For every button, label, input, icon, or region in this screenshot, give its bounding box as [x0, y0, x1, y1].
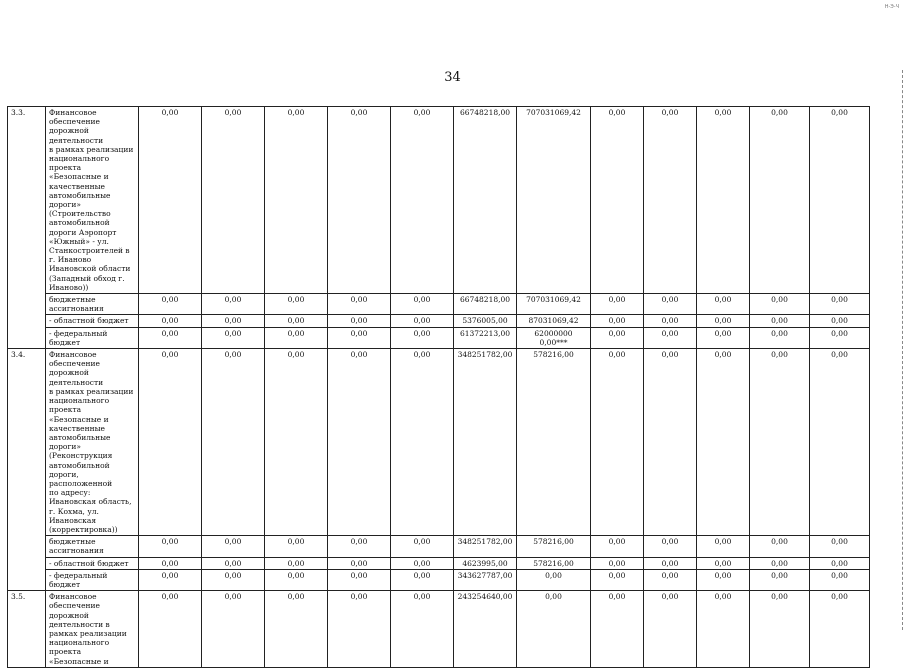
amount-cell: 0,00 [202, 315, 265, 327]
amount-cell: 0,00 [328, 107, 391, 294]
amount-cell: 0,00 [391, 557, 454, 569]
table-row [8, 315, 870, 327]
amount-cell: 0,00 [391, 327, 454, 348]
amount-cell: 0,00 [810, 294, 870, 315]
amount-cell: 343627787,00 [454, 569, 517, 590]
amount-cell: 0,00 [391, 536, 454, 557]
amount-cell: 0,00 [328, 536, 391, 557]
amount-cell: 0,00 [697, 294, 750, 315]
amount-cell: 0,00 [810, 536, 870, 557]
amount-cell: 0,00 [810, 557, 870, 569]
amount-cell: 0,00 [328, 349, 391, 536]
amount-cell: 0,00 [591, 536, 644, 557]
amount-cell: 0,00 [265, 107, 328, 294]
amount-cell: 578216,00 [517, 536, 591, 557]
amount-cell: 0,00 [750, 569, 810, 590]
page-number: 34 [444, 70, 461, 85]
budget-table-body [8, 107, 870, 668]
amount-cell: 0,00 [810, 569, 870, 590]
amount-cell: 0,00 [391, 107, 454, 294]
amount-cell: 0,00 [139, 349, 202, 536]
amount-cell: 0,00 [810, 107, 870, 294]
amount-cell: 0,00 [750, 327, 810, 348]
amount-cell: 0,00 [265, 557, 328, 569]
table-row [8, 591, 870, 668]
amount-cell: 0,00 [202, 591, 265, 668]
amount-cell: 0,00 [697, 591, 750, 668]
amount-cell: 0,00 [328, 557, 391, 569]
amount-cell: 0,00 [591, 591, 644, 668]
amount-cell: 0,00 [265, 591, 328, 668]
table-row [8, 557, 870, 569]
amount-cell: 0,00 [697, 107, 750, 294]
amount-cell: 0,00 [697, 315, 750, 327]
row-description: - федеральный бюджет [46, 569, 139, 590]
amount-cell: 0,00 [139, 569, 202, 590]
amount-cell: 0,00 [265, 569, 328, 590]
amount-cell: 0,00 [202, 557, 265, 569]
amount-cell: 66748218,00 [454, 294, 517, 315]
amount-cell: 0,00 [139, 294, 202, 315]
table-row [8, 107, 870, 294]
amount-cell: 0,00 [644, 349, 697, 536]
amount-cell: 578216,00 [517, 349, 591, 536]
amount-cell: 0,00 [202, 536, 265, 557]
amount-cell: 0,00 [591, 315, 644, 327]
amount-cell: 0,00 [810, 315, 870, 327]
amount-cell: 0,00 [139, 315, 202, 327]
amount-cell: 0,00 [810, 327, 870, 348]
amount-cell: 62000000 0,00*** [517, 327, 591, 348]
row-description: - областной бюджет [46, 315, 139, 327]
amount-cell: 348251782,00 [454, 349, 517, 536]
row-description: бюджетные ассигнования [46, 294, 139, 315]
row-code: 3.3. [8, 107, 46, 349]
table-row [8, 536, 870, 557]
amount-cell: 0,00 [644, 557, 697, 569]
amount-cell: 0,00 [810, 349, 870, 536]
amount-cell: 0,00 [391, 315, 454, 327]
row-description: бюджетные ассигнования [46, 536, 139, 557]
table-row [8, 349, 870, 536]
amount-cell: 0,00 [139, 327, 202, 348]
amount-cell: 0,00 [750, 349, 810, 536]
amount-cell: 243254640,00 [454, 591, 517, 668]
row-description: Финансовое обеспечение дорожной деятельности в рамках реализации национального проекта «Безопасные и качественные автомобильные дороги» (Реконструкция автомобильной дороги, расположенной по адресу: Ивановская область, г. Кохма, ул. Ивановская (корректировка)) [46, 349, 139, 536]
amount-cell: 0,00 [644, 591, 697, 668]
amount-cell: 66748218,00 [454, 107, 517, 294]
amount-cell: 707031069,42 [517, 107, 591, 294]
amount-cell: 0,00 [139, 536, 202, 557]
amount-cell: 0,00 [391, 591, 454, 668]
table-row [8, 327, 870, 348]
amount-cell: 0,00 [591, 569, 644, 590]
amount-cell: 0,00 [750, 536, 810, 557]
amount-cell: 0,00 [750, 557, 810, 569]
amount-cell: 5376005,00 [454, 315, 517, 327]
amount-cell: 0,00 [139, 107, 202, 294]
amount-cell: 0,00 [265, 315, 328, 327]
amount-cell: 0,00 [591, 107, 644, 294]
amount-cell: 0,00 [517, 569, 591, 590]
row-description: - федеральный бюджет [46, 327, 139, 348]
budget-table [7, 106, 870, 668]
amount-cell: 0,00 [202, 107, 265, 294]
amount-cell: 0,00 [750, 591, 810, 668]
amount-cell: 0,00 [591, 327, 644, 348]
amount-cell: 0,00 [644, 569, 697, 590]
amount-cell: 707031069,42 [517, 294, 591, 315]
amount-cell: 0,00 [697, 569, 750, 590]
amount-cell: 87031069,42 [517, 315, 591, 327]
amount-cell: 0,00 [202, 349, 265, 536]
table-row [8, 569, 870, 590]
amount-cell: 0,00 [644, 315, 697, 327]
amount-cell: 0,00 [591, 294, 644, 315]
amount-cell: 0,00 [697, 536, 750, 557]
amount-cell: 0,00 [139, 557, 202, 569]
row-description: Финансовое обеспечение дорожной деятельности в рамках реализации национального проекта «Безопасные и качественные автомобильные дороги» (Строительство автомобильной дороги Аэропорт «Южный» - ул. Станкостроителей в г. Иваново Ивановской области (Западный обход г. Иваново)) [46, 107, 139, 294]
amount-cell: 61372213,00 [454, 327, 517, 348]
amount-cell: 0,00 [750, 294, 810, 315]
row-description: Финансовое обеспечение дорожной деятельности в рамках реализации национального проекта «Безопасные и [46, 591, 139, 668]
amount-cell: 0,00 [328, 569, 391, 590]
amount-cell: 0,00 [810, 591, 870, 668]
row-description: - областной бюджет [46, 557, 139, 569]
amount-cell: 0,00 [391, 294, 454, 315]
amount-cell: 578216,00 [517, 557, 591, 569]
amount-cell: 0,00 [750, 315, 810, 327]
amount-cell: 0,00 [202, 569, 265, 590]
amount-cell: 0,00 [591, 557, 644, 569]
amount-cell: 348251782,00 [454, 536, 517, 557]
amount-cell: 0,00 [391, 569, 454, 590]
scan-mark: Н-Э-Ч [884, 4, 899, 10]
amount-cell: 0,00 [591, 349, 644, 536]
amount-cell: 0,00 [391, 349, 454, 536]
amount-cell: 0,00 [697, 349, 750, 536]
amount-cell: 0,00 [644, 536, 697, 557]
amount-cell: 0,00 [265, 327, 328, 348]
amount-cell: 4623995,00 [454, 557, 517, 569]
amount-cell: 0,00 [328, 315, 391, 327]
amount-cell: 0,00 [139, 591, 202, 668]
amount-cell: 0,00 [517, 591, 591, 668]
amount-cell: 0,00 [202, 294, 265, 315]
amount-cell: 0,00 [265, 536, 328, 557]
amount-cell: 0,00 [697, 327, 750, 348]
amount-cell: 0,00 [750, 107, 810, 294]
amount-cell: 0,00 [328, 294, 391, 315]
row-code: 3.5. [8, 591, 46, 668]
scan-edge-artifact [900, 70, 903, 630]
amount-cell: 0,00 [644, 294, 697, 315]
amount-cell: 0,00 [644, 107, 697, 294]
amount-cell: 0,00 [265, 294, 328, 315]
row-code: 3.4. [8, 349, 46, 591]
amount-cell: 0,00 [265, 349, 328, 536]
table-row [8, 294, 870, 315]
amount-cell: 0,00 [202, 327, 265, 348]
amount-cell: 0,00 [697, 557, 750, 569]
amount-cell: 0,00 [644, 327, 697, 348]
amount-cell: 0,00 [328, 327, 391, 348]
amount-cell: 0,00 [328, 591, 391, 668]
